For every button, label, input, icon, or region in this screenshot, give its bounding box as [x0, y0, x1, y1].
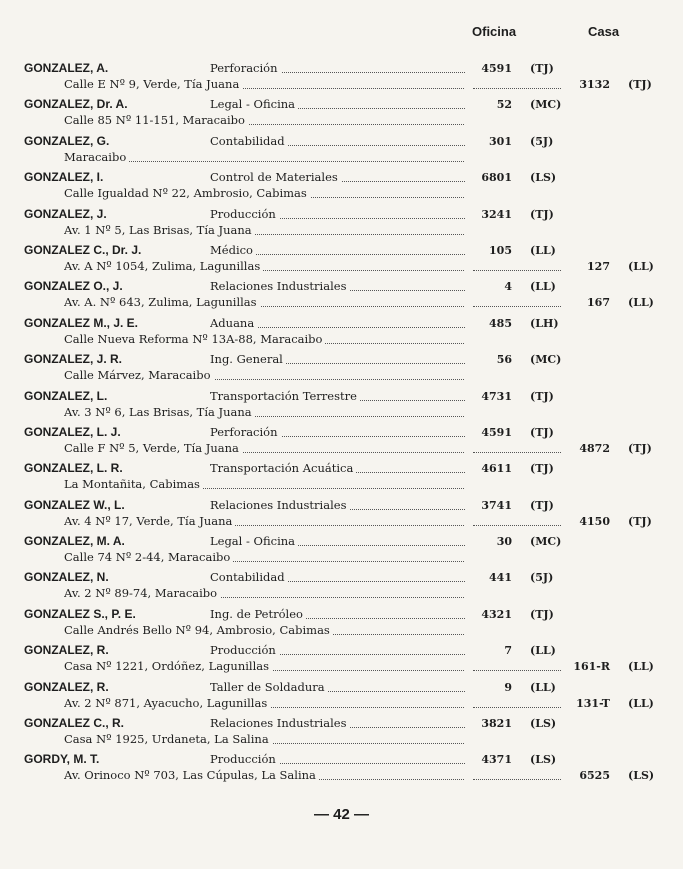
department: Contabilidad: [210, 569, 465, 586]
home-address: Calle Márvez, Maracaibo: [64, 367, 464, 384]
home-extension: 6525: [579, 769, 610, 783]
office-location-code: (LL): [530, 280, 556, 294]
department: Ing. General: [210, 351, 465, 368]
directory-entry: [0, 242, 683, 278]
home-address: Av. A Nº 1054, Zulima, Lagunillas: [64, 258, 464, 275]
home-extension: 131-T: [576, 696, 610, 710]
home-address: La Montañita, Cabimas: [64, 476, 464, 493]
employee-name: GONZALEZ C., Dr. J.: [24, 242, 142, 257]
directory-entry: [0, 751, 683, 787]
home-address: Av. 2 Nº 89-74, Maracaibo: [64, 585, 464, 602]
office-extension: 3821: [481, 717, 512, 731]
office-location-code: (MC): [530, 535, 562, 549]
office-extension: 4321: [481, 607, 512, 621]
home-location-code: (TJ): [628, 514, 652, 528]
department: Relaciones Industriales: [210, 497, 465, 514]
department: Control de Materiales: [210, 169, 465, 186]
home-location-code: (TJ): [628, 441, 652, 455]
leader-dots: [473, 258, 561, 275]
leader-dots: [473, 513, 561, 530]
office-location-code: (TJ): [530, 425, 554, 439]
directory-entry: [0, 278, 683, 314]
office-extension: 56: [496, 353, 512, 367]
office-location-code: (TJ): [530, 62, 554, 75]
office-location-code: (5J): [530, 134, 554, 148]
department: Médico: [210, 242, 465, 259]
leader-dots: [473, 767, 561, 784]
employee-name: GORDY, M. T.: [24, 752, 100, 767]
employee-name: GONZALEZ, N.: [24, 570, 109, 585]
department: Legal - Oficina: [210, 533, 465, 550]
home-extension: 167: [587, 296, 610, 310]
home-address: Casa Nº 1221, Ordóñez, Lagunillas: [64, 658, 464, 675]
home-address: Av. 1 Nº 5, Las Brisas, Tía Juana: [64, 222, 464, 239]
directory-entries: [0, 60, 683, 788]
home-address: Av. A. Nº 643, Zulima, Lagunillas: [64, 294, 464, 311]
employee-name: GONZALEZ O., J.: [24, 279, 123, 294]
department: Transportación Acuática: [210, 460, 465, 477]
office-location-code: (TJ): [530, 462, 554, 476]
office-extension: 4731: [481, 389, 512, 403]
directory-entry: [0, 133, 683, 169]
office-extension: 3241: [481, 207, 512, 221]
directory-entry: [0, 569, 683, 605]
department: Legal - Oficina: [210, 96, 465, 113]
office-extension: 4371: [481, 753, 512, 767]
home-address: Av. Orinoco Nº 703, Las Cúpulas, La Salina: [64, 767, 464, 784]
office-extension: 52: [496, 98, 512, 112]
home-location-code: (LL): [628, 660, 654, 674]
office-location-code: (5J): [530, 571, 554, 585]
directory-entry: [0, 642, 683, 678]
directory-entry: [0, 351, 683, 387]
directory-entry: [0, 715, 683, 751]
home-address: Av. 4 Nº 17, Verde, Tía Juana: [64, 513, 464, 530]
employee-name: GONZALEZ, M. A.: [24, 534, 125, 549]
employee-name: GONZALEZ, Dr. A.: [24, 97, 128, 112]
home-address: Av. 3 Nº 6, Las Brisas, Tía Juana: [64, 404, 464, 421]
office-location-code: (TJ): [530, 389, 554, 403]
office-column-header: Oficina: [472, 24, 517, 39]
directory-entry: [0, 606, 683, 642]
office-location-code: (LL): [530, 644, 556, 658]
office-location-code: (LS): [530, 753, 557, 767]
employee-name: GONZALEZ C., R.: [24, 716, 124, 731]
department: Relaciones Industriales: [210, 715, 465, 732]
home-location-code: (LL): [628, 259, 654, 273]
home-extension: 161-R: [573, 660, 610, 674]
home-extension: 4150: [579, 514, 610, 528]
department: Producción: [210, 206, 465, 223]
home-location-code: (TJ): [628, 78, 652, 91]
directory-entry: [0, 315, 683, 351]
office-extension: 441: [489, 571, 512, 585]
home-address: Calle E Nº 9, Verde, Tía Juana: [64, 76, 464, 93]
home-address: Calle Nueva Reforma Nº 13A-88, Maracaibo: [64, 331, 464, 348]
department: Perforación: [210, 424, 465, 441]
home-address: Calle 74 Nº 2-44, Maracaibo: [64, 549, 464, 566]
page-number: — 42 —: [313, 806, 370, 823]
office-extension: 105: [489, 243, 512, 257]
directory-entry: [0, 497, 683, 533]
home-address: Calle 85 Nº 11-151, Maracaibo: [64, 112, 464, 129]
department: Contabilidad: [210, 133, 465, 150]
directory-entry: [0, 460, 683, 496]
employee-name: GONZALEZ S., P. E.: [24, 606, 136, 621]
home-address: Casa Nº 1925, Urdaneta, La Salina: [64, 731, 464, 748]
department: Relaciones Industriales: [210, 278, 465, 295]
home-location-code: (LS): [628, 769, 655, 783]
directory-entry: [0, 60, 683, 96]
home-extension: 3132: [579, 78, 610, 91]
leader-dots: [473, 695, 561, 712]
leader-dots: [473, 76, 561, 93]
office-extension: 4591: [481, 62, 512, 75]
office-location-code: (TJ): [530, 607, 554, 621]
office-location-code: (TJ): [530, 498, 554, 512]
office-extension: 4591: [481, 425, 512, 439]
department: Producción: [210, 642, 465, 659]
home-column-header: Casa: [588, 24, 620, 39]
employee-name: GONZALEZ W., L.: [24, 497, 125, 512]
directory-entry: [0, 169, 683, 205]
employee-name: GONZALEZ M., J. E.: [24, 315, 139, 330]
employee-name: GONZALEZ, J. R.: [24, 352, 123, 367]
department: Aduana: [210, 315, 465, 332]
department: Transportación Terrestre: [210, 388, 465, 405]
office-location-code: (LS): [530, 171, 557, 185]
employee-name: GONZALEZ, L. R.: [24, 461, 123, 476]
department: Taller de Soldadura: [210, 679, 465, 696]
office-location-code: (TJ): [530, 207, 554, 221]
home-location-code: (LL): [628, 696, 654, 710]
department: Perforación: [210, 60, 465, 77]
home-extension: 4872: [579, 441, 610, 455]
office-location-code: (LL): [530, 680, 556, 694]
directory-entry: [0, 533, 683, 569]
office-extension: 9: [504, 680, 512, 694]
home-address: Calle Andrés Bello Nº 94, Ambrosio, Cabimas: [64, 622, 464, 639]
office-extension: 3741: [481, 498, 512, 512]
employee-name: GONZALEZ, A.: [24, 61, 109, 75]
home-location-code: (LL): [628, 296, 654, 310]
employee-name: GONZALEZ, R.: [24, 643, 109, 658]
employee-name: GONZALEZ, I.: [24, 170, 104, 185]
directory-entry: [0, 388, 683, 424]
directory-entry: [0, 96, 683, 132]
home-address: Calle Igualdad Nº 22, Ambrosio, Cabimas: [64, 185, 464, 202]
office-extension: 30: [496, 535, 512, 549]
office-location-code: (LH): [530, 316, 559, 330]
employee-name: GONZALEZ, L.: [24, 388, 108, 403]
home-address: Calle F Nº 5, Verde, Tía Juana: [64, 440, 464, 457]
leader-dots: [473, 658, 561, 675]
leader-dots: [473, 294, 561, 311]
office-extension: 301: [489, 134, 512, 148]
office-extension: 4: [504, 280, 512, 294]
directory-entry: [0, 679, 683, 715]
office-location-code: (MC): [530, 98, 562, 112]
department: Producción: [210, 751, 465, 768]
department: Ing. de Petróleo: [210, 606, 465, 623]
office-location-code: (LS): [530, 717, 557, 731]
home-extension: 127: [587, 259, 610, 273]
office-extension: 4611: [481, 462, 512, 476]
home-address: Av. 2 Nº 871, Ayacucho, Lagunillas: [64, 695, 464, 712]
office-location-code: (LL): [530, 243, 556, 257]
office-location-code: (MC): [530, 353, 562, 367]
employee-name: GONZALEZ, R.: [24, 679, 109, 694]
employee-name: GONZALEZ, G.: [24, 133, 110, 148]
office-extension: 6801: [481, 171, 512, 185]
directory-entry: [0, 206, 683, 242]
employee-name: GONZALEZ, L. J.: [24, 424, 121, 439]
home-address: Maracaibo: [64, 149, 464, 166]
office-extension: 7: [504, 644, 512, 658]
leader-dots: [473, 440, 561, 457]
employee-name: GONZALEZ, J.: [24, 206, 107, 221]
directory-entry: [0, 424, 683, 460]
office-extension: 485: [489, 316, 512, 330]
